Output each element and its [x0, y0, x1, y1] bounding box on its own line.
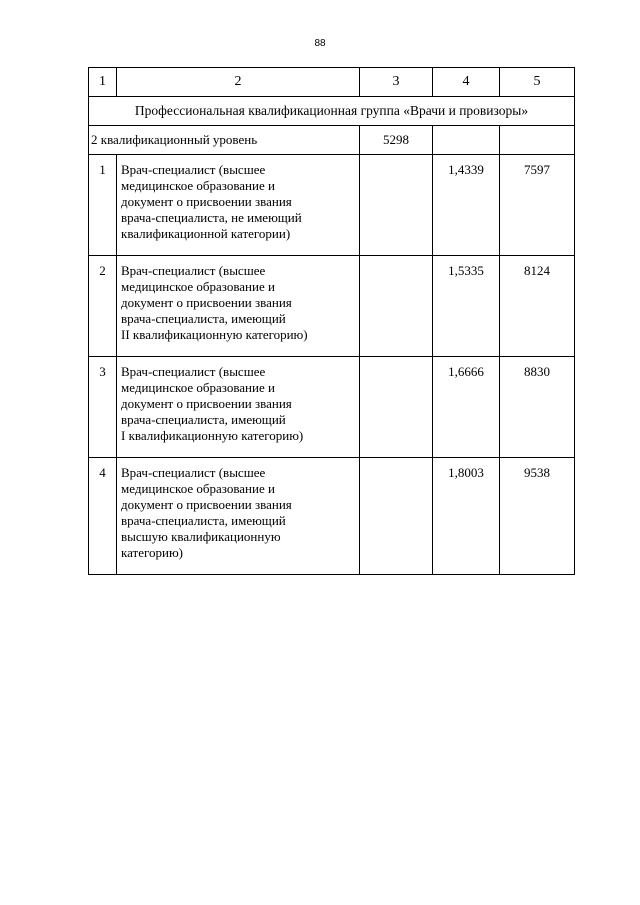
column-header-2: 2 — [117, 68, 360, 97]
table-header-row — [89, 68, 575, 97]
empty-cell — [360, 458, 433, 575]
table-row — [89, 256, 575, 357]
column-header-3: 3 — [360, 68, 433, 97]
salary: 8124 — [500, 256, 575, 357]
column-header-4: 4 — [433, 68, 500, 97]
coefficient: 1,8003 — [433, 458, 500, 575]
page-number: 88 — [314, 38, 326, 49]
row-number: 4 — [89, 458, 117, 575]
empty-cell — [360, 155, 433, 256]
qualification-level-label: 2 квалификационный уровень — [89, 126, 360, 155]
table-row — [89, 155, 575, 256]
salary-table — [88, 67, 575, 575]
row-number: 3 — [89, 357, 117, 458]
row-number: 2 — [89, 256, 117, 357]
coefficient: 1,6666 — [433, 357, 500, 458]
empty-cell — [500, 126, 575, 155]
salary: 9538 — [500, 458, 575, 575]
base-salary: 5298 — [360, 126, 433, 155]
table-row — [89, 458, 575, 575]
column-header-1: 1 — [89, 68, 117, 97]
column-header-5: 5 — [500, 68, 575, 97]
table-row — [89, 357, 575, 458]
qualification-level-row — [89, 126, 575, 155]
position-description: Врач-специалист (высшее медицинское образование и документ о присвоении звания врача-специалиста, имеющий II квалификационную категорию) — [117, 256, 360, 357]
row-number: 1 — [89, 155, 117, 256]
empty-cell — [360, 357, 433, 458]
group-title-row — [89, 97, 575, 126]
salary: 7597 — [500, 155, 575, 256]
position-description: Врач-специалист (высшее медицинское образование и документ о присвоении звания врача-специалиста, имеющий I квалификационную категорию) — [117, 357, 360, 458]
position-description: Врач-специалист (высшее медицинское образование и документ о присвоении звания врача-специалиста, не имеющий квалификационной категории) — [117, 155, 360, 256]
position-description: Врач-специалист (высшее медицинское образование и документ о присвоении звания врача-специалиста, имеющий высшую квалификационную категорию) — [117, 458, 360, 575]
empty-cell — [433, 126, 500, 155]
coefficient: 1,4339 — [433, 155, 500, 256]
group-title: Профессиональная квалификационная группа «Врачи и провизоры» — [89, 97, 575, 126]
empty-cell — [360, 256, 433, 357]
coefficient: 1,5335 — [433, 256, 500, 357]
salary: 8830 — [500, 357, 575, 458]
